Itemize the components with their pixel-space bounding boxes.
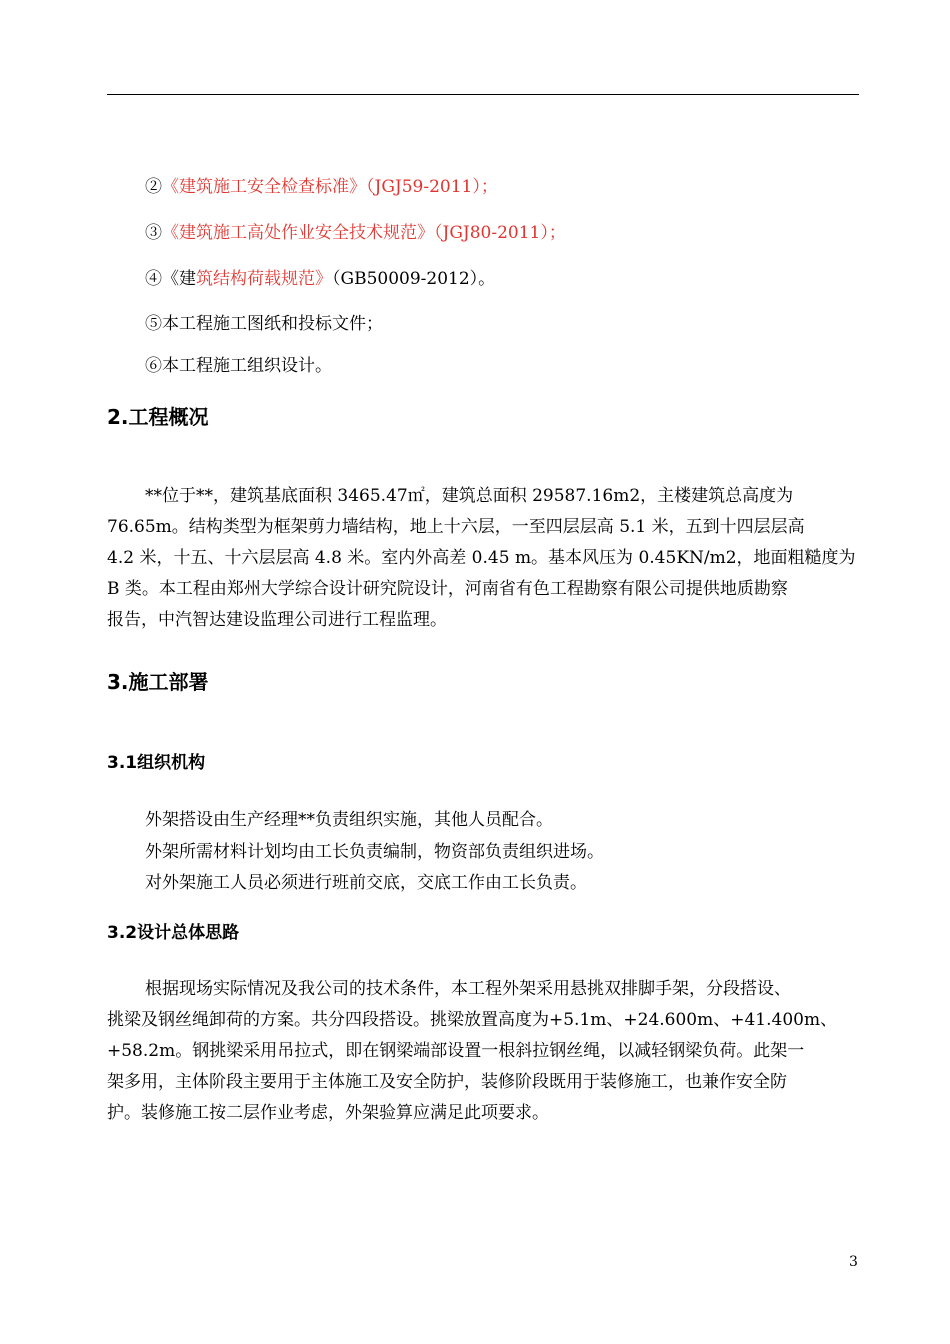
section-3-heading: 3.施工部署 xyxy=(107,670,209,694)
body-line: 外架所需材料计划均由工长负责编制，物资部负责组织进场。 xyxy=(145,842,604,862)
section-2-heading: 2.工程概况 xyxy=(107,405,209,429)
page-number: 3 xyxy=(849,1254,858,1270)
reference-item: ②《建筑施工安全检查标准》（JGJ59-2011）； xyxy=(145,177,498,197)
section-3-2-heading: 3.2设计总体思路 xyxy=(107,923,240,943)
reference-item: ③《建筑施工高处作业安全技术规范》（JGJ80-2011）； xyxy=(145,223,566,243)
header-rule xyxy=(107,94,859,95)
body-line: 对外架施工人员必须进行班前交底，交底工作由工长负责。 xyxy=(145,873,587,893)
reference-item: ④《建筑结构荷载规范》（GB50009-2012）。 xyxy=(145,269,496,289)
section-3-1-heading: 3.1组织机构 xyxy=(107,753,206,773)
body-line: 外架搭设由生产经理**负责组织实施，其他人员配合。 xyxy=(145,810,553,830)
reference-item: ⑥本工程施工组织设计。 xyxy=(145,356,332,376)
section-3-2-paragraph: 根据现场实际情况及我公司的技术条件，本工程外架采用悬挑双排脚手架，分段搭设、 挑梁及钢丝绳卸荷的方案。共分四段搭设。挑梁放置高度为+5.1m、+24.600m、+41.400m、 +58.2m。钢挑梁采用吊拉式，即在钢梁端部设置一根斜拉钢丝绳，以减轻钢梁负荷。此架一 架多用，主体阶段主要用于主体施工及安全防护，装修阶段既用于装修施工，也兼作安全防 护。装修施工按二层作业考虑，外架验算应满足此项要求。 xyxy=(107,979,838,1123)
section-2-paragraph: **位于**，建筑基底面积 3465.47㎡，建筑总面积 29587.16m2，主楼建筑总高度为 76.65m。结构类型为框架剪力墙结构，地上十六层，一至四层层高 5.1 米，五到十四层层高 4.2 米，十五、十六层层高 4.8 米。室内外高差 0.45 m。基本风压为 0.45KN/m2，地面粗糙度为 B 类。本工程由郑州大学综合设计研究院设计，河南省有色工程勘察有限公司提供地质勘察 报告，中汽智达建设监理公司进行工程监理。 xyxy=(107,486,856,630)
reference-item: ⑤本工程施工图纸和投标文件； xyxy=(145,314,383,334)
